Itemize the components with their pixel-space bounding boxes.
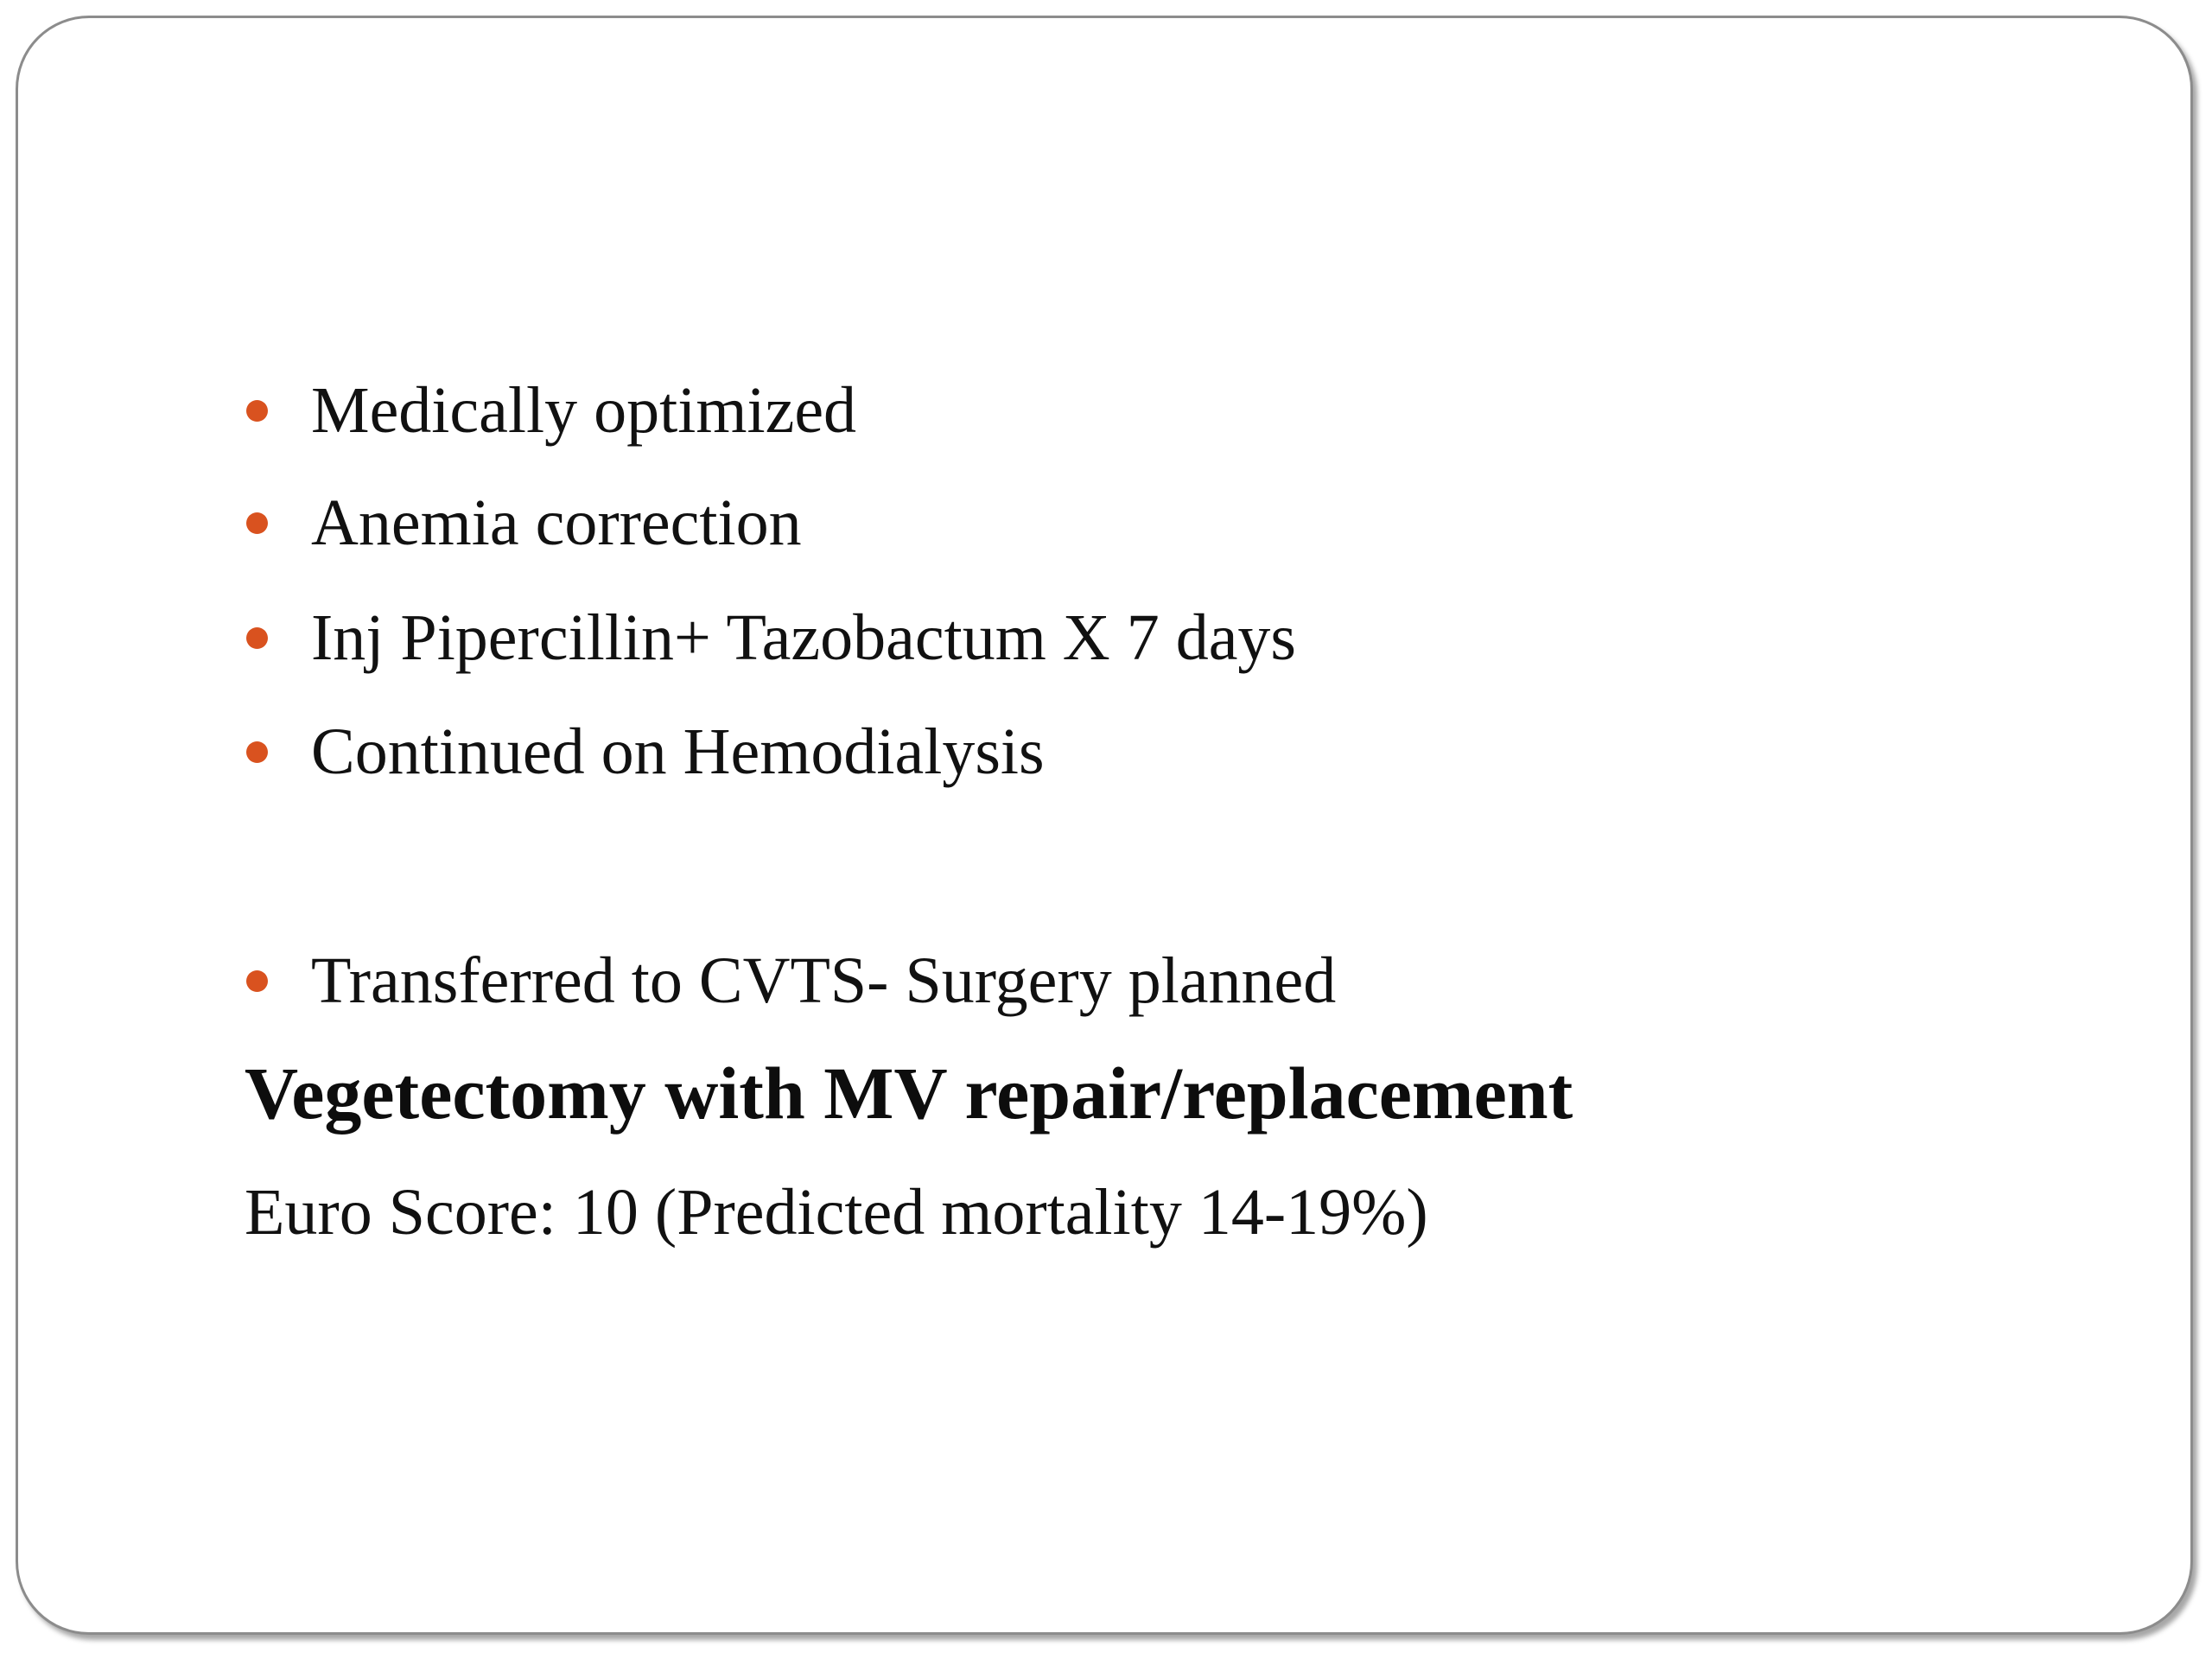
bullet-item-transferred [246,938,1336,1024]
bullet-text: Anemia correction [311,486,802,559]
bullet-dot-icon [246,627,268,649]
bullet-item-medically-optimized [246,367,856,454]
bullet-text: Medically optimized [311,373,857,447]
bullet-dot-icon [246,970,268,992]
bullet-item-hemodialysis [246,709,1045,795]
bullet-dot-icon [246,512,268,534]
procedure-headline: Vegetectomy with MV repair/replacement [245,1052,1573,1135]
bullet-item-anemia-correction [246,480,802,566]
bullet-text: Inj Pipercillin+ Tazobactum X 7 days [311,601,1296,674]
bullet-dot-icon [246,400,268,422]
bullet-dot-icon [246,741,268,763]
euro-score-line: Euro Score: 10 (Predicted mortality 14-19%) [245,1176,1428,1249]
bullet-text: Continued on Hemodialysis [311,715,1045,788]
bullet-item-antibiotics [246,594,1296,681]
bullet-text: Transferred to CVTS- Surgery planned [311,944,1337,1017]
